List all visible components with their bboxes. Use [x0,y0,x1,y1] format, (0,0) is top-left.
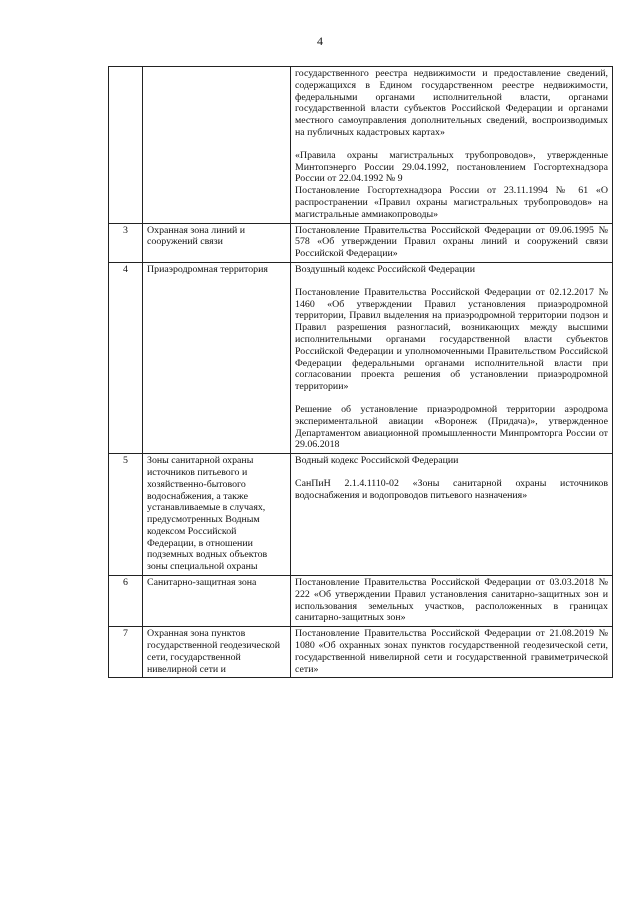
legal-basis-text: Постановление Правительства Российской Федерации от 09.06.1995 № 578 «Об утверждении Правил охраны линий и сооружений связи Российской Федерации» [295,224,608,260]
zone-name: Приаэродромная территория [143,262,291,453]
table-row [109,576,613,627]
legal-basis-cell [291,454,613,576]
row-number: 6 [109,576,143,627]
table-row [109,67,613,224]
legal-basis-text: Постановление Правительства Российской Федерации от 21.08.2019 № 1080 «Об охранных зонах пунктов государственной геодезической сети, государственной нивелирной сети и государственной гравиметрической сети» [295,628,608,675]
row-number: 7 [109,627,143,678]
row-number: 5 [109,454,143,576]
page-number: 4 [317,34,323,48]
legal-basis-cell [291,262,613,453]
table-row [109,627,613,678]
row-number: 4 [109,262,143,453]
table-row [109,454,613,576]
legal-basis-text: Воздушный кодекс Российской Федерации [295,263,476,275]
legal-basis-text: Постановление Правительства Российской Федерации от 03.03.2018 № 222 «Об утверждении Правил установления санитарно-защитных зон и использования земельных участков, расположенных в границах санитарно-защитных зон» [295,577,608,624]
zones-table [108,66,613,678]
legal-basis-text: «Правила охраны магистральных трубопроводов», утвержденные Минтопэнерго России 29.04.1992, постановлением Госгортехнадзора России от 22.04.1992 № 9 [295,149,608,185]
legal-basis-cell [291,627,613,678]
legal-basis-cell [291,67,613,224]
zone-name: Охранная зона пунктов государственной геодезической сети, государственной нивелирной сети и [143,627,291,678]
zone-name: Зоны санитарной охраны источников питьевого и хозяйственно-бытового водоснабжения, а также устанавливаемые в случаях, предусмотренных Водным кодексом Российской Федерации, в отношении подземных водных объектов зоны специальной охраны [143,454,291,576]
legal-basis-text: государственного реестра недвижимости и предоставление сведений, содержащихся в Едином государственном реестре недвижимости, федеральными органами исполнительной власти, органами государственной власти субъектов Российской Федерации и органами местного самоуправления дополнительных сведений, воспроизводимых на публичных кадастровых картах» [295,68,608,138]
legal-basis-text: Постановление Правительства Российской Федерации от 02.12.2017 № 1460 «Об утверждении Правил установления приаэродромной территории, Правил выделения на приаэродромной территории подзон и Правил разрешения разногласий, возникающих между высшими исполнительными органами государственной власти субъектов Российской Федерации и уполномоченными Правительством Российской Федерации федеральными органами исполнительной власти при согласовании проекта решения об установлении приаэродромной территории» [295,286,608,393]
zone-name: Охранная зона линий и сооружений связи [143,223,291,262]
table-row [109,223,613,262]
zone-name [143,67,291,224]
table-row [109,262,613,453]
zone-name: Санитарно-защитная зона [143,576,291,627]
row-number: 3 [109,223,143,262]
legal-basis-text: Решение об установление приаэродромной территории аэродрома экспериментальной авиации «Воронеж (Придача)», утвержденное Департаментом авиационной промышленности Минпромторга России от 29.06.2018 [295,403,608,451]
legal-basis-text: Водный кодекс Российской Федерации [295,455,459,467]
row-number [109,67,143,224]
legal-basis-text: СанПиН 2.1.4.1110-02 «Зоны санитарной охраны источников водоснабжения и водопроводов питьевого назначения» [295,477,608,501]
legal-basis-cell [291,576,613,627]
legal-basis-text: Постановление Госгортехнадзора России от 23.11.1994 № 61 «О распространении «Правил охраны магистральных трубопроводов» на магистральные аммиакопроводы» [295,185,608,220]
legal-basis-cell [291,223,613,262]
